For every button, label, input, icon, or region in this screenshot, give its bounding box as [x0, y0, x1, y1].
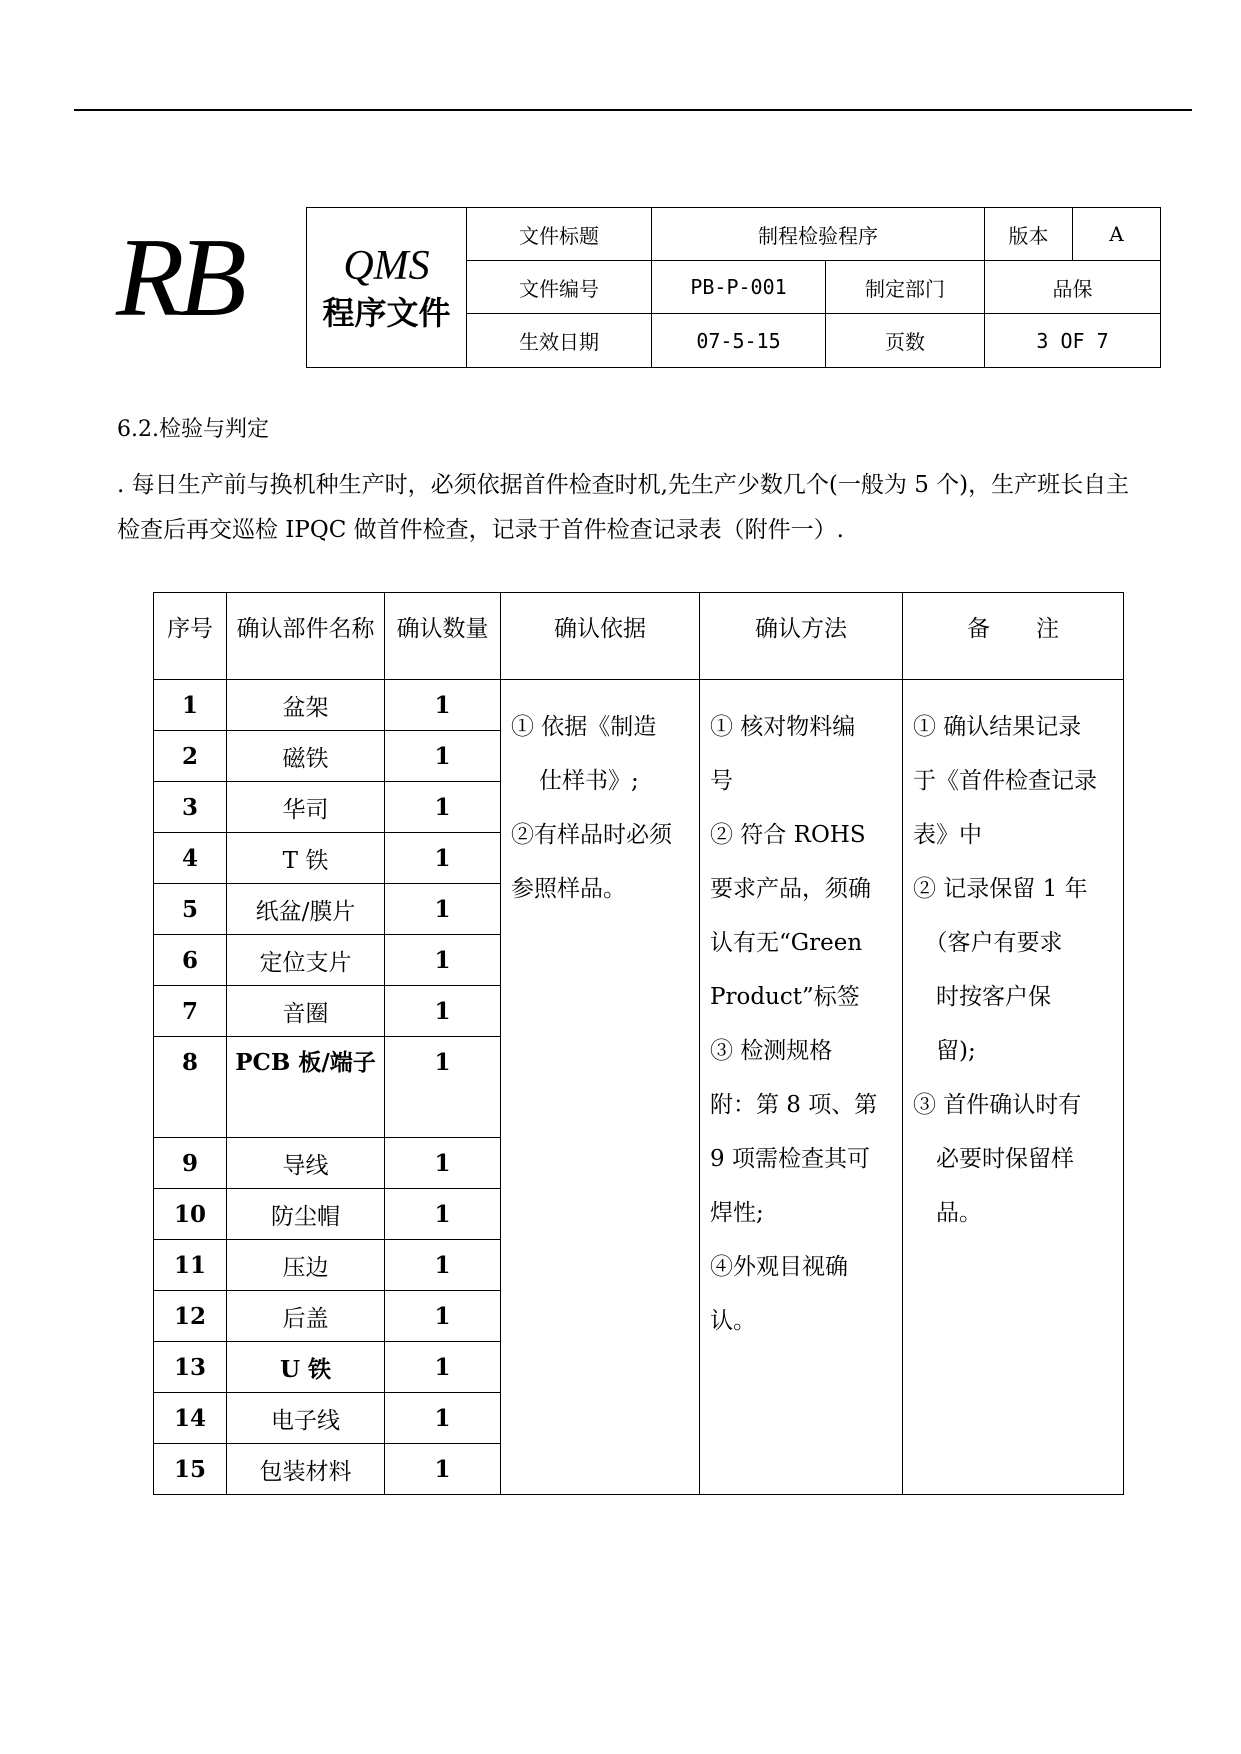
row-quantity: 1	[385, 884, 501, 935]
header-basis: 确认依据	[501, 593, 700, 680]
row-quantity: 1	[385, 833, 501, 884]
remark-line: ③ 首件确认时有	[913, 1092, 1082, 1118]
row-quantity: 1	[385, 1240, 501, 1291]
row-quantity: 1	[385, 1291, 501, 1342]
method-cell	[700, 680, 903, 1495]
company-logo: RB	[116, 216, 241, 340]
remark-line: ② 记录保留 1 年	[913, 876, 1088, 902]
header-serial: 序号	[154, 593, 227, 680]
method-line: 要求产品，须确	[710, 876, 871, 902]
row-part-name: 定位支片	[227, 935, 385, 986]
row-part-name: 盆架	[227, 680, 385, 731]
row-quantity: 1	[385, 1037, 501, 1138]
remark-line: 时按客户保	[913, 984, 1051, 1010]
document-title: 制程检验程序	[652, 208, 985, 261]
qms-cell	[307, 208, 467, 368]
row-number: 14	[154, 1393, 227, 1444]
row-quantity: 1	[385, 1138, 501, 1189]
method-line: 号	[710, 768, 733, 794]
row-part-name: 包装材料	[227, 1444, 385, 1495]
doc-no-value: PB-P-001	[652, 261, 826, 314]
row-part-name: 磁铁	[227, 731, 385, 782]
basis-line: 仕样书》;	[539, 768, 639, 794]
section-paragraph: . 每日生产前与换机种生产时，必须依据首件检查时机,先生产少数几个(一般为 5 个)，生产班长自主检查后再交巡检 IPQC 做首件检查，记录于首件检查记录表（附件一）.	[117, 472, 1130, 543]
remark-line: 必要时保留样	[913, 1146, 1074, 1172]
remark-line: 留);	[913, 1038, 976, 1064]
remark-line: 于《首件检查记录	[913, 768, 1097, 794]
method-line: 焊性;	[710, 1200, 764, 1226]
version-label: 版本	[985, 208, 1073, 261]
row-number: 7	[154, 986, 227, 1037]
row-part-name: PCB 板/端子	[227, 1037, 385, 1138]
basis-line: 参照样品。	[511, 876, 626, 902]
method-line: ② 符合 ROHS	[710, 822, 866, 848]
pages-label: 页数	[826, 314, 985, 368]
row-number: 5	[154, 884, 227, 935]
remark-line: （客户有要求	[913, 930, 1063, 956]
version-value: A	[1073, 208, 1161, 261]
basis-cell	[501, 680, 700, 1495]
row-number: 13	[154, 1342, 227, 1393]
row-quantity: 1	[385, 680, 501, 731]
dept-value: 品保	[985, 261, 1161, 314]
row-part-name: 音圈	[227, 986, 385, 1037]
row-part-name: 压边	[227, 1240, 385, 1291]
row-number: 8	[154, 1037, 227, 1138]
row-number: 6	[154, 935, 227, 986]
row-part-name: 导线	[227, 1138, 385, 1189]
row-quantity: 1	[385, 1444, 501, 1495]
row-part-name: 华司	[227, 782, 385, 833]
row-quantity: 1	[385, 1393, 501, 1444]
effective-date-value: 07-5-15	[652, 314, 826, 368]
row-quantity: 1	[385, 731, 501, 782]
qms-label: QMS	[343, 242, 430, 289]
row-quantity: 1	[385, 986, 501, 1037]
remark-line: ① 确认结果记录	[913, 714, 1082, 740]
row-quantity: 1	[385, 935, 501, 986]
method-line: ③ 检测规格	[710, 1038, 833, 1064]
method-line: 附：第 8 项、第	[710, 1092, 878, 1118]
row-quantity: 1	[385, 1189, 501, 1240]
method-line: Product”标签	[710, 984, 860, 1010]
row-number: 12	[154, 1291, 227, 1342]
title-label: 文件标题	[467, 208, 652, 261]
method-line: 认有无“Green	[710, 930, 863, 956]
row-part-name: U 铁	[227, 1342, 385, 1393]
basis-line: ① 依据《制造	[511, 714, 657, 740]
header-method: 确认方法	[700, 593, 903, 680]
program-document-label: 程序文件	[322, 293, 451, 332]
row-number: 2	[154, 731, 227, 782]
remark-line: 表》中	[913, 822, 982, 848]
remark-line: 品。	[913, 1200, 982, 1226]
method-line: 9 项需检查其可	[710, 1146, 870, 1172]
row-part-name: 电子线	[227, 1393, 385, 1444]
row-number: 4	[154, 833, 227, 884]
method-line: ① 核对物料编	[710, 714, 856, 740]
basis-line: ②有样品时必须	[511, 822, 672, 848]
row-part-name: 防尘帽	[227, 1189, 385, 1240]
section-title: 6.2.检验与判定	[117, 417, 269, 442]
top-rule	[74, 109, 1192, 111]
row-number: 9	[154, 1138, 227, 1189]
header-quantity: 确认数量	[385, 593, 501, 680]
row-number: 15	[154, 1444, 227, 1495]
row-number: 3	[154, 782, 227, 833]
header-part-name: 确认部件名称	[227, 593, 385, 680]
method-line: ④外观目视确认。	[710, 1254, 848, 1334]
row-number: 11	[154, 1240, 227, 1291]
pages-value: 3 OF 7	[985, 314, 1161, 368]
effective-date-label: 生效日期	[467, 314, 652, 368]
first-article-inspection-table	[153, 592, 1124, 1495]
row-quantity: 1	[385, 782, 501, 833]
doc-no-label: 文件编号	[467, 261, 652, 314]
table-row	[154, 680, 1124, 731]
remark-cell	[903, 680, 1124, 1495]
document-header-table	[306, 207, 1161, 368]
row-number: 1	[154, 680, 227, 731]
dept-label: 制定部门	[826, 261, 985, 314]
row-quantity: 1	[385, 1342, 501, 1393]
row-part-name: T 铁	[227, 833, 385, 884]
row-part-name: 后盖	[227, 1291, 385, 1342]
row-part-name: 纸盆/膜片	[227, 884, 385, 935]
header-remark: 备 注	[903, 593, 1124, 680]
row-number: 10	[154, 1189, 227, 1240]
